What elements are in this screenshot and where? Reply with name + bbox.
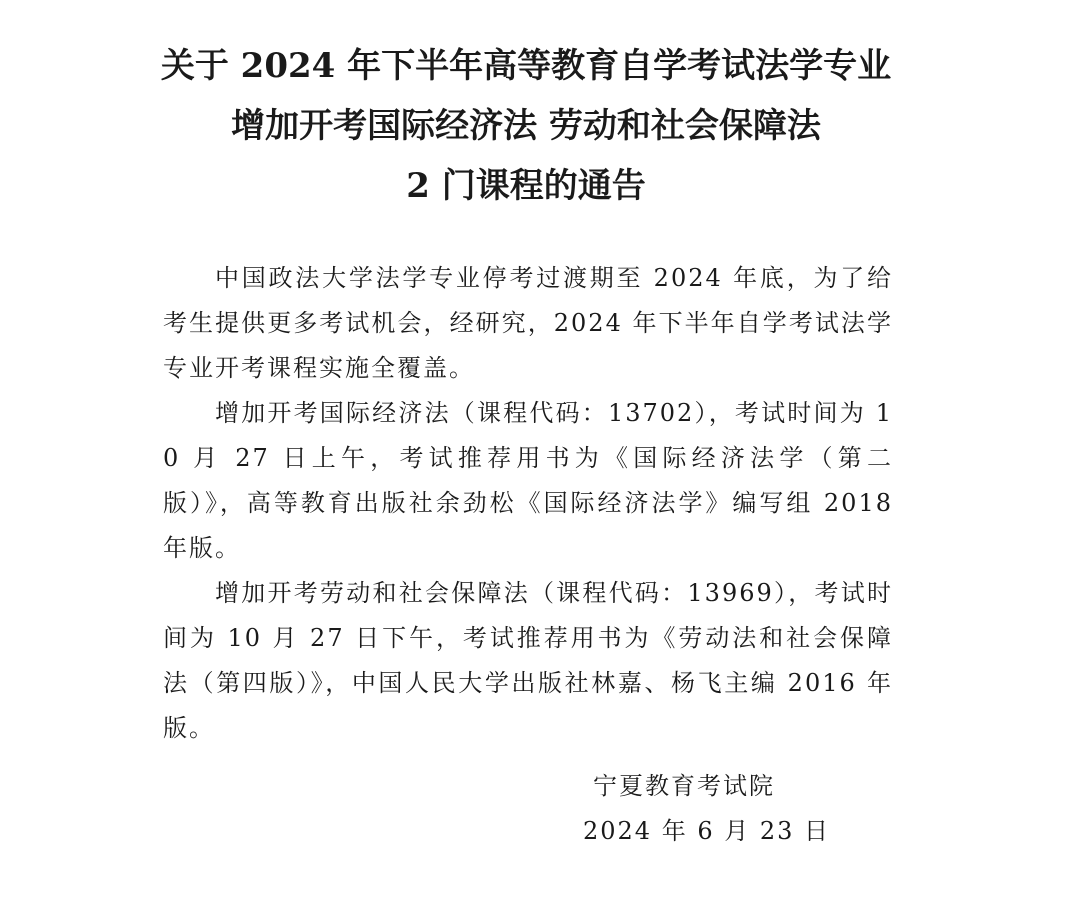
paragraph-intro: 中国政法大学法学专业停考过渡期至 2024 年底，为了给考生提供更多考试机会，经研究，2024 年下半年自学考试法学专业开考课程实施全覆盖。 [163,264,893,382]
title-line-3: 2 门课程的通告 [406,166,646,206]
signature-block [583,764,831,854]
title-line-2: 增加开考国际经济法 劳动和社会保障法 [231,106,821,146]
paragraph-international-economic-law: 增加开考国际经济法（课程代码：13702），考试时间为 10 月 27 日上午，考试推荐用书为《国际经济法学（第二版）》，高等教育出版社余劲松《国际经济法学》编写组 2018 年版。 [163,399,893,562]
notice-title [0,36,1052,216]
issuing-organization: 宁夏教育考试院 [593,772,775,800]
notice-body [163,256,893,751]
issue-date: 2024 年 6 月 23 日 [583,817,831,845]
title-line-1: 关于 2024 年下半年高等教育自学考试法学专业 [160,46,892,86]
paragraph-labor-social-security-law: 增加开考劳动和社会保障法（课程代码：13969），考试时间为 10 月 27 日下午，考试推荐用书为《劳动法和社会保障法（第四版）》，中国人民大学出版社林嘉、杨飞主编 2016 年版。 [163,579,893,742]
